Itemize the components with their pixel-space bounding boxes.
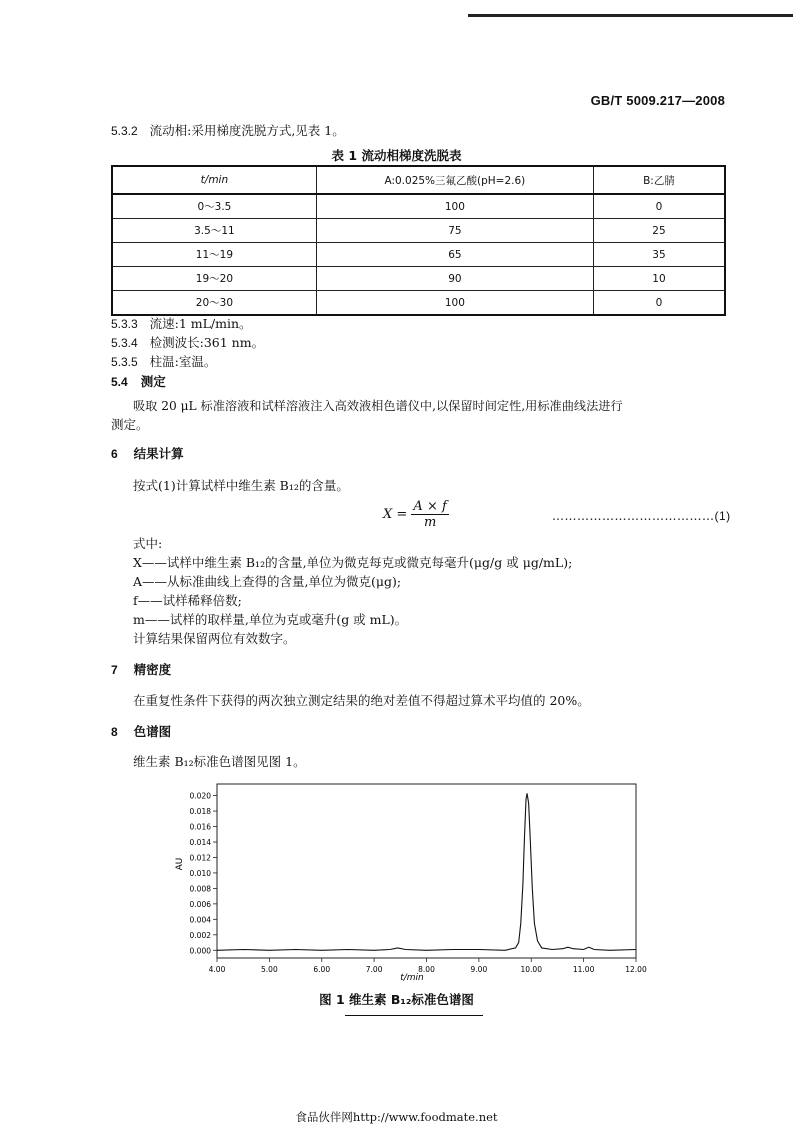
section-number: 5.3.4 [111, 336, 138, 350]
section-number: 6 [111, 447, 118, 461]
paragraph-line: 吸取 20 μL 标准溶液和试样溶液注入高效液相色谱仪中,以保留时间定性,用标准曲线法进行 [133, 399, 623, 413]
formula-fraction [411, 499, 448, 530]
formula [383, 499, 449, 530]
section-text: 柱温:室温。 [149, 354, 217, 369]
table-header-row [112, 166, 725, 194]
table-row [112, 291, 725, 316]
y-tick-label: 0.014 [189, 838, 211, 847]
section-title: 精密度 [133, 662, 172, 677]
where-item: A——从标准曲线上查得的含量,单位为微克(μg); [133, 574, 402, 589]
cell-a: 100 [316, 291, 593, 316]
x-tick-label: 6.00 [313, 965, 331, 974]
paragraph: 维生素 B₁₂标准色谱图见图 1。 [133, 754, 306, 769]
footer-link[interactable]: 食品伙伴网http://www.foodmate.net [295, 1110, 498, 1124]
section-5-3-5 [111, 353, 216, 371]
y-tick-label: 0.016 [189, 822, 211, 832]
where-item: m——试样的取样量,单位为克或毫升(g 或 mL)。 [133, 612, 408, 627]
cell-a: 75 [316, 219, 593, 243]
y-tick-label: 0.008 [189, 884, 211, 894]
y-tick-label: 0.002 [189, 930, 211, 940]
section-5-4-heading [111, 373, 166, 391]
section-number: 7 [111, 663, 118, 677]
cell-a: 100 [316, 194, 593, 219]
figure-caption: 图 1 维生素 B₁₂标准色谱图 [319, 992, 474, 1007]
figure-rule [345, 1015, 483, 1016]
where-item: f——试样稀释倍数; [133, 593, 242, 608]
cell-a: 65 [316, 243, 593, 267]
formula-leader-dots: …………………………………(1) [552, 509, 731, 523]
table-row [112, 243, 725, 267]
section-text: 流速:1 mL/min。 [149, 316, 252, 331]
top-rule [468, 14, 793, 17]
cell-time: 20～30 [112, 291, 316, 316]
where-label: 式中: [133, 536, 163, 551]
x-tick-label: 8.00 [418, 965, 435, 974]
section-title: 测定 [140, 374, 166, 389]
section-number: 5.4 [111, 375, 128, 389]
section-5-3-4 [111, 334, 264, 352]
section-number: 5.3.5 [111, 355, 138, 369]
paragraph: 按式(1)计算试样中维生素 B₁₂的含量。 [133, 478, 349, 493]
cell-time: 19～20 [112, 267, 316, 291]
table-row [112, 267, 725, 291]
x-tick-label: 7.00 [365, 965, 383, 974]
cell-b: 0 [593, 291, 725, 316]
header-time: t/min [112, 166, 316, 194]
x-tick-label: 12.00 [625, 965, 647, 974]
cell-b: 0 [593, 194, 725, 219]
section-8-heading [111, 723, 171, 741]
header-solvent-b: B:乙腈 [593, 166, 725, 194]
table-caption: 表 1 流动相梯度洗脱表 [331, 148, 462, 163]
y-tick-label: 0.020 [189, 791, 211, 801]
section-number: 5.3.2 [111, 124, 138, 138]
y-tick-label: 0.004 [189, 915, 211, 925]
y-axis-label: AU [175, 857, 185, 871]
plot-frame [217, 784, 636, 958]
chromatogram-chart [160, 776, 660, 986]
table-row [112, 219, 725, 243]
cell-a: 90 [316, 267, 593, 291]
x-tick-label: 10.00 [520, 965, 542, 974]
x-axis-label: t/min [400, 973, 424, 983]
header-solvent-a: A:0.025%三氟乙酸(pH=2.6) [316, 166, 593, 194]
section-title: 结果计算 [133, 446, 184, 461]
section-text: 流动相:采用梯度洗脱方式,见表 1。 [149, 123, 345, 138]
cell-b: 10 [593, 267, 725, 291]
section-text: 检测波长:361 nm。 [149, 335, 265, 350]
y-tick-label: 0.018 [189, 807, 211, 817]
x-tick-label: 11.00 [572, 965, 595, 974]
paragraph-line: 测定。 [111, 417, 149, 432]
cell-time: 3.5～11 [112, 219, 316, 243]
cell-b: 25 [593, 219, 725, 243]
standard-number: GB/T 5009.217—2008 [590, 93, 725, 108]
formula-numerator: A × f [413, 499, 447, 514]
formula-denominator: m [423, 515, 437, 530]
cell-time: 11～19 [112, 243, 316, 267]
x-tick-label: 9.00 [470, 965, 488, 974]
section-7-heading [111, 661, 171, 679]
section-6-heading [111, 445, 184, 463]
where-note: 计算结果保留两位有效数字。 [133, 631, 296, 646]
y-tick-label: 0.010 [189, 868, 211, 878]
table-row [112, 194, 725, 219]
paragraph: 在重复性条件下获得的两次独立测定结果的绝对差值不得超过算术平均值的 20%。 [133, 693, 590, 708]
cell-b: 35 [593, 243, 725, 267]
y-tick-label: 0.000 [189, 946, 211, 956]
section-5-3-3 [111, 315, 252, 333]
where-item: X——试样中维生素 B₁₂的含量,单位为微克每克或微克每毫升(μg/g 或 μg/mL); [133, 555, 573, 570]
y-tick-label: 0.012 [189, 853, 211, 863]
equation-number: (1) [714, 509, 731, 523]
y-tick-label: 0.006 [189, 899, 211, 909]
section-number: 8 [111, 725, 118, 739]
section-5-3-2 [111, 122, 345, 140]
section-title: 色谱图 [133, 724, 172, 739]
formula-lhs: X = [383, 507, 408, 522]
gradient-table [111, 165, 726, 316]
x-tick-label: 5.00 [261, 965, 278, 974]
section-number: 5.3.3 [111, 317, 138, 331]
x-tick-label: 4.00 [208, 965, 226, 974]
cell-time: 0～3.5 [112, 194, 316, 219]
